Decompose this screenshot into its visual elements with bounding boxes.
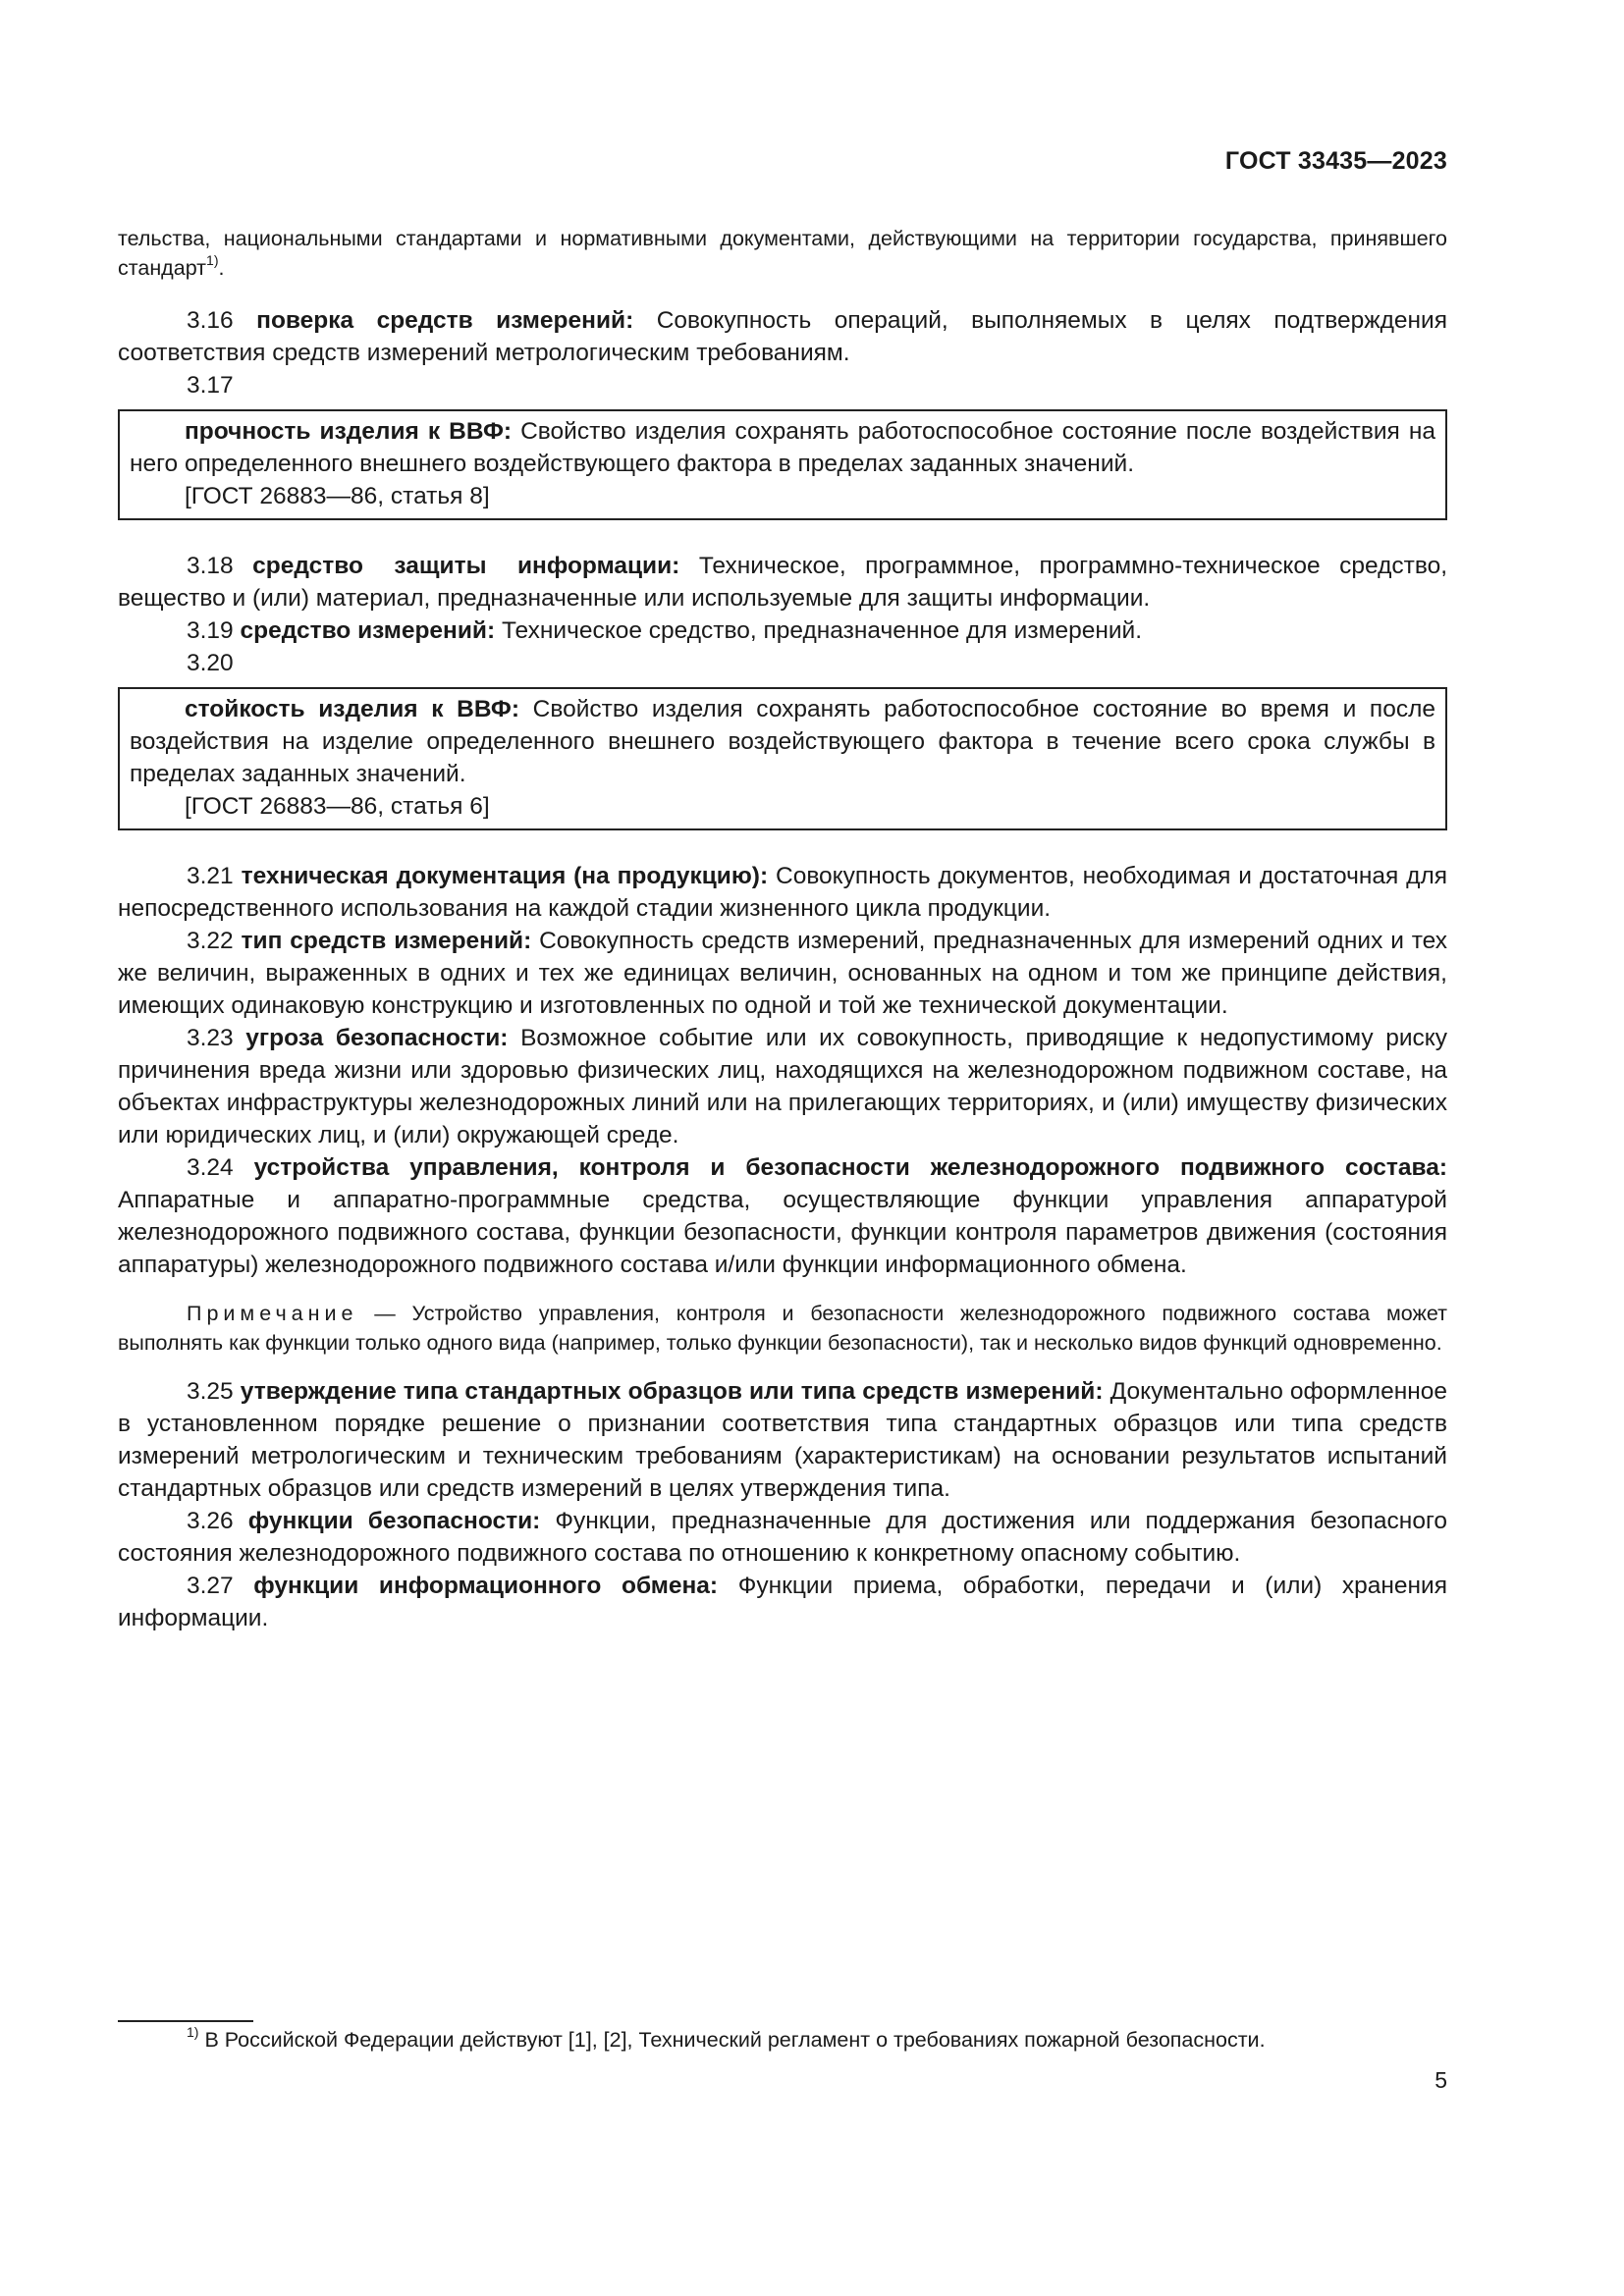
term-title: техническая документация (на продукцию): <box>241 863 769 889</box>
term-3-17-box <box>118 409 1447 520</box>
term-3-17 <box>130 415 1435 480</box>
term-definition: Функции приема, обработки, передачи и (или) хранения информации. <box>118 1573 1448 1631</box>
term-title: средство измерений: <box>240 617 496 644</box>
term-3-24 <box>118 1151 1447 1281</box>
document-body <box>118 224 1447 1634</box>
term-title: средство защиты информации: <box>252 553 680 579</box>
term-3-20-number: 3.20 <box>187 650 234 676</box>
term-number: 3.19 <box>187 617 234 644</box>
term-title: угроза безопасности: <box>245 1025 509 1051</box>
term-number: 3.24 <box>187 1154 234 1181</box>
footnote-text: В Российской Федерации действуют [1], [2], Технический регламент о требованиях пожарной безопасности. <box>204 2028 1266 2052</box>
term-definition: Возможное событие или их совокупность, приводящие к недопустимому риску причинения вреда жизни или здоровью физических лиц, находящихся на железнодорожном подвижном составе, на объектах инфраструктуры железнодорожных линий или на прилегающих территориях, и (или) имуществу физических или юридических лиц, и (или) окружающей среде. <box>118 1025 1448 1148</box>
term-3-17-number: 3.17 <box>187 372 234 399</box>
continued-paragraph: тельства, национальными стандартами и нормативными документами, действующими на территории государства, принявшего стандарт$^{1)}$. <box>118 227 1447 280</box>
document-number: ГОСТ 33435—2023 <box>1224 147 1447 175</box>
term-source-ref: [ГОСТ 26883—86, статья 8] <box>185 483 490 509</box>
term-definition: Техническое, программное, программно-техническое средство, вещество и (или) материал, предназначенные или используемые для защиты информации. <box>118 553 1448 612</box>
term-source-ref: [ГОСТ 26883—86, статья 6] <box>185 793 490 820</box>
term-number: 3.25 <box>187 1378 234 1405</box>
term-3-21 <box>118 860 1447 925</box>
note-label: Примечание <box>187 1302 358 1325</box>
note <box>118 1299 1447 1358</box>
term-definition: Свойство изделия сохранять работоспособное состояние после воздействия на него определенного внешнего воздействующего фактора в пределах заданных значений. <box>130 418 1435 477</box>
page-number: 5 <box>1435 2067 1447 2093</box>
term-definition: Совокупность операций, выполняемых в целях подтверждения соответствия средств измерений метрологическим требованиям. <box>118 307 1448 366</box>
footnote <box>187 2025 1266 2055</box>
term-definition: Техническое средство, предназначенное для измерений. <box>501 617 1143 644</box>
term-title: прочность изделия к ВВФ: <box>185 418 513 445</box>
term-title: устройства управления, контроля и безопасности железнодорожного подвижного состава: <box>253 1154 1447 1181</box>
term-definition: Аппаратные и аппаратно-программные средства, осуществляющие функции управления аппаратурой железнодорожного подвижного состава, функции безопасности, функции контроля параметров движения (состояния аппаратуры) железнодорожного подвижного состава и/или функции информационного обмена. <box>118 1187 1447 1278</box>
term-definition: Совокупность документов, необходимая и достаточная для непосредственного использования на каждой стадии жизненного цикла продукции. <box>118 863 1448 922</box>
term-number: 3.18 <box>187 553 234 579</box>
term-number: 3.16 <box>187 307 234 334</box>
footnote-divider <box>118 2020 253 2022</box>
footnote-reference: 1) <box>206 251 219 268</box>
term-3-20 <box>130 693 1435 790</box>
continued-text: тельства, национальными стандартами и нормативными документами, действующими на территории государства, принявшего стандарт <box>118 227 1447 280</box>
term-number: 3.23 <box>187 1025 234 1051</box>
term-3-16 <box>118 304 1447 369</box>
term-3-22 <box>118 925 1447 1022</box>
term-3-23 <box>118 1022 1447 1151</box>
term-title: утверждение типа стандартных образцов или типа средств измерений: <box>240 1378 1104 1405</box>
term-3-18 <box>118 550 1447 614</box>
term-title: функции информационного обмена: <box>253 1573 719 1599</box>
term-definition: Свойство изделия сохранять работоспособное состояние во время и после воздействия на изделие определенного внешнего воздействующего фактора в течение всего срока службы в пределах заданных значений. <box>130 696 1436 787</box>
term-title: поверка средств измерений: <box>256 307 634 334</box>
term-3-27 <box>118 1570 1447 1634</box>
footnote-mark: 1) <box>187 2023 199 2040</box>
note-text: — Устройство управления, контроля и безопасности железнодорожного подвижного состава может выполнять как функции только одного вида (например, только функции безопасности), так и несколько видов функций одновременно. <box>118 1302 1447 1355</box>
term-title: тип средств измерений: <box>241 928 532 954</box>
term-definition: Функции, предназначенные для достижения или поддержания безопасного состояния железнодорожного подвижного состава по отношению к конкретному опасному событию. <box>118 1508 1447 1567</box>
term-number: 3.21 <box>187 863 234 889</box>
term-definition: Совокупность средств измерений, предназначенных для измерений одних и тех же величин, выраженных в одних и тех же единицах величин, основанных на одном и том же принципе действия, имеющих одинаковую конструкцию и изготовленных по одной и той же технической документации. <box>118 928 1448 1019</box>
term-title: функции безопасности: <box>247 1508 541 1534</box>
term-3-19 <box>118 614 1447 647</box>
term-3-26 <box>118 1505 1447 1570</box>
term-3-25 <box>118 1375 1447 1505</box>
term-3-20-box <box>118 687 1447 830</box>
term-number: 3.27 <box>187 1573 234 1599</box>
term-definition: Документально оформленное в установленном порядке решение о признании соответствия типа стандартных образцов или типа средств измерений метрологическим и техническим требованиям (характеристикам) на основании результатов испытаний стандартных образцов или средств измерений в целях утверждения типа. <box>118 1378 1448 1502</box>
term-title: стойкость изделия к ВВФ: <box>185 696 520 722</box>
term-number: 3.22 <box>187 928 234 954</box>
term-number: 3.26 <box>187 1508 234 1534</box>
